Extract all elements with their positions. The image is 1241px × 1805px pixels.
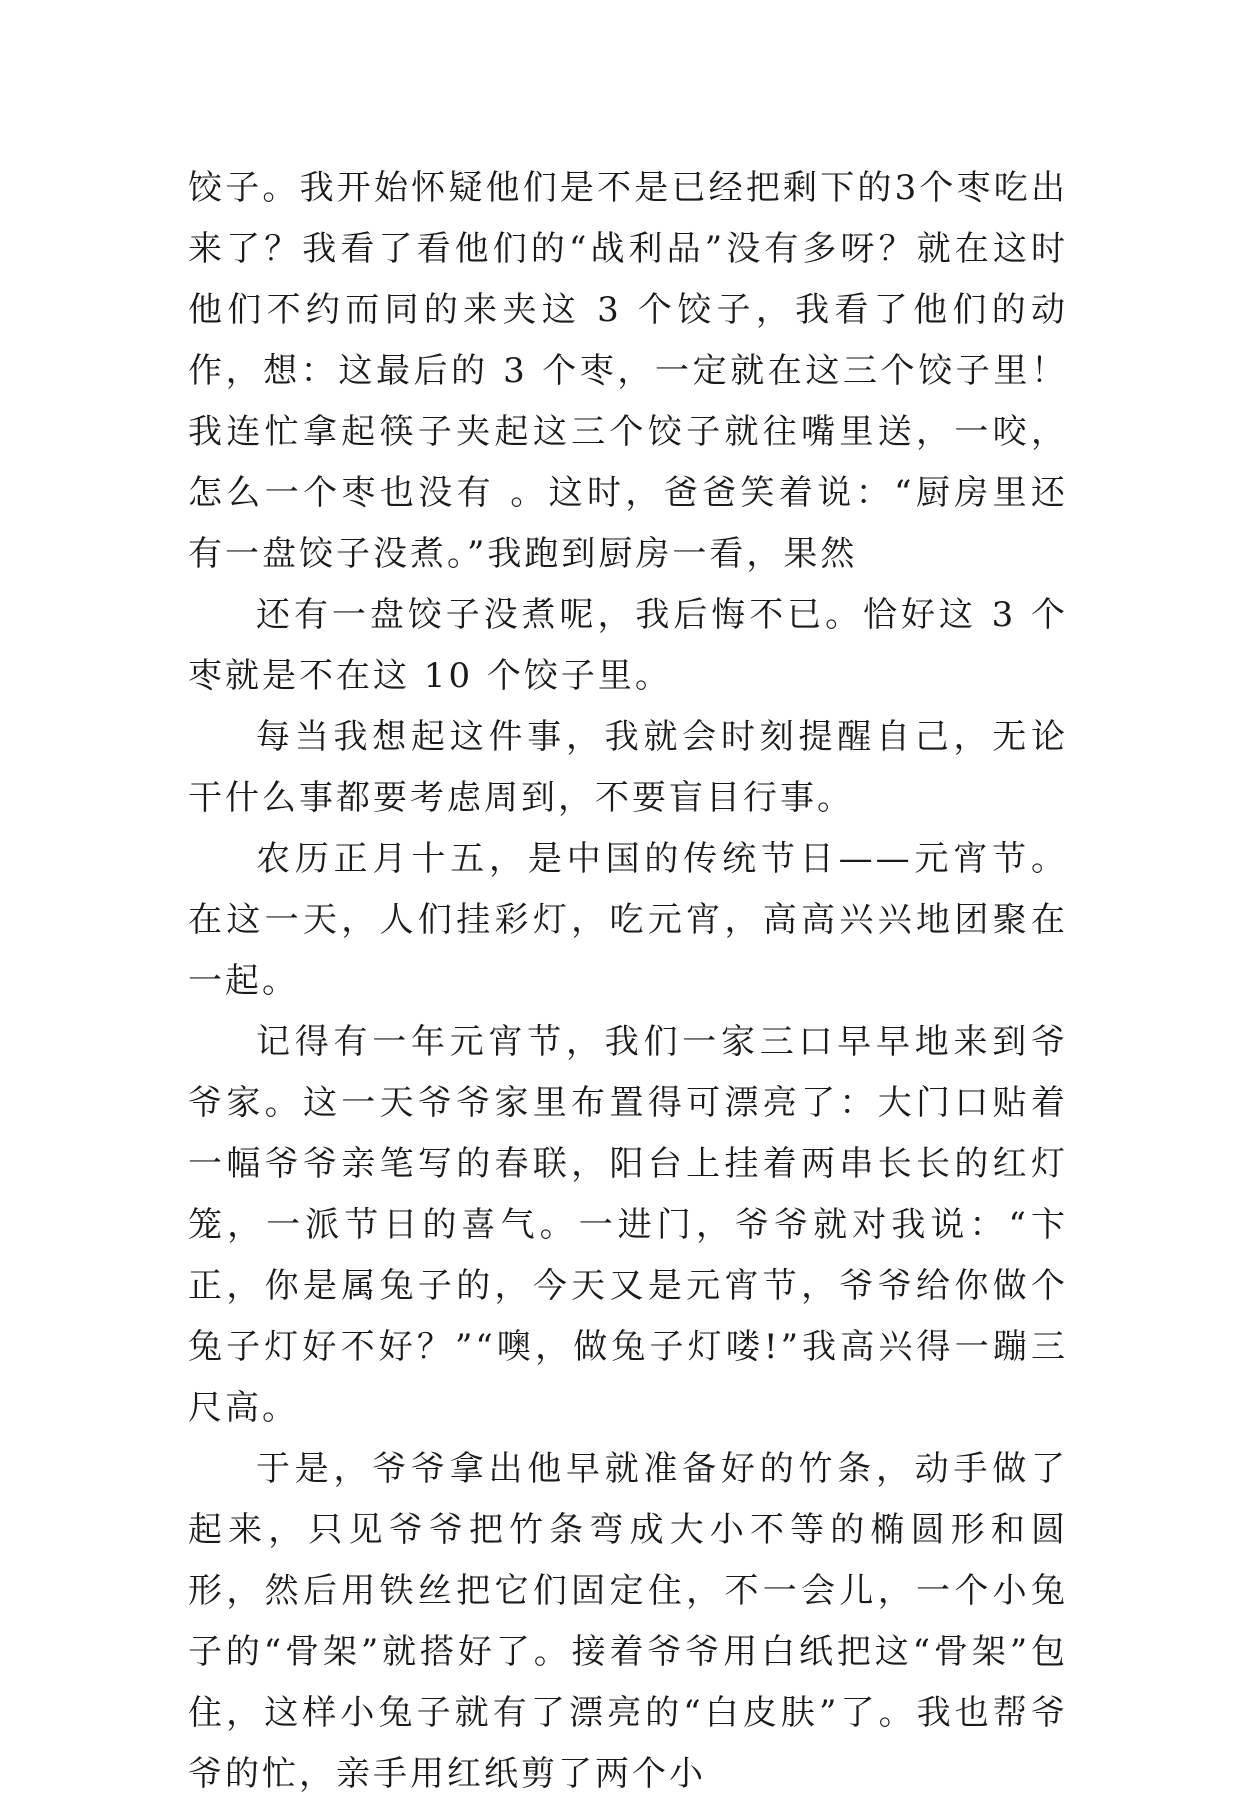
paragraph: 于是，爷爷拿出他早就准备好的竹条，动手做了起来，只见爷爷把竹条弯成大小不等的椭圆形和圆形，然后用铁丝把它们固定住，不一会儿，一个小兔子的“骨架”就搭好了。接着爷爷用白纸把这“骨架”包住，这样小兔子就有了漂亮的“白皮肤”了。我也帮爷爷的忙，亲手用红纸剪了两个小 — [188, 1449, 1068, 1794]
paragraph: 记得有一年元宵节，我们一家三口早早地来到爷爷家。这一天爷爷家里布置得可漂亮了：大门口贴着一幅爷爷亲笔写的春联，阳台上挂着两串长长的红灯笼，一派节日的喜气。一进门，爷爷就对我说：“卞正，你是属兔子的，今天又是元宵节，爷爷给你做个兔子灯好不好？”“噢，做兔子灯喽!”我高兴得一蹦三尺高。 — [188, 1022, 1068, 1428]
paragraph: 农历正月十五，是中国的传统节日——元宵节。在这一天，人们挂彩灯，吃元宵，高高兴兴地团聚在一起。 — [188, 839, 1068, 1001]
paragraph: 每当我想起这件事，我就会时刻提醒自己，无论干什么事都要考虑周到，不要盲目行事。 — [188, 717, 1068, 818]
paragraph: 还有一盘饺子没煮呢，我后悔不已。恰好这 3 个枣就是不在这 10 个饺子里。 — [188, 595, 1068, 696]
paragraph-continued: 饺子。我开始怀疑他们是不是已经把剩下的3个枣吃出来了？我看了看他们的“战利品”没有多呀？就在这时他们不约而同的来夹这 3 个饺子，我看了他们的动作，想：这最后的 3 个枣，一定就在这三个饺子里！我连忙拿起筷子夹起这三个饺子就往嘴里送，一咬，怎么一个枣也没有 。这时，爸爸笑着说：“厨房里还有一盘饺子没煮。”我跑到厨房一看，果然 — [188, 168, 1068, 574]
document-body — [188, 158, 1068, 1805]
